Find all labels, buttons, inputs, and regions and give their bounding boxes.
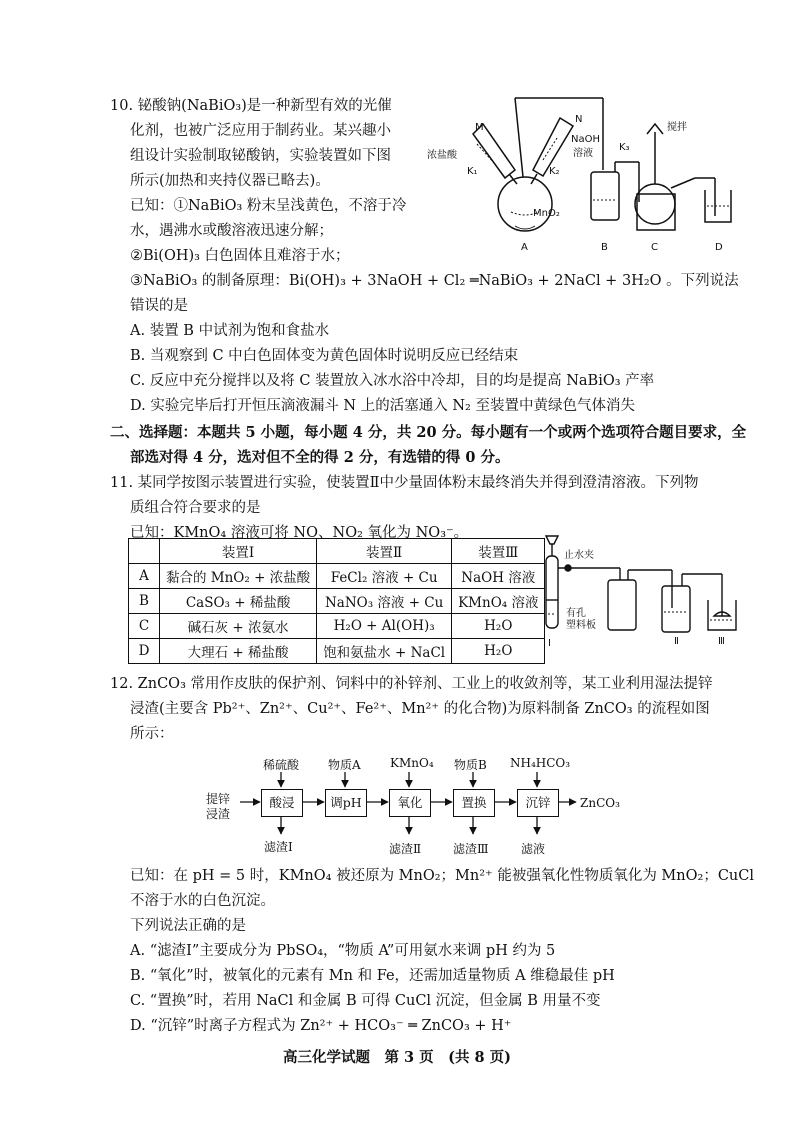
q12-option-c: C. “置换”时，若用 NaCl 和金属 B 可得 CuCl 沉淀，但金属 B 用量不变: [130, 993, 601, 1009]
fig-label-i: Ⅰ: [548, 638, 551, 649]
q10-line7: ②Bi(OH)₃ 白色固体且难溶于水；: [130, 248, 350, 264]
q11-line1: 11. 某同学按图示装置进行实验，使装置Ⅱ中少量固体粉末最终消失并得到澄清溶液。下列物: [110, 475, 699, 491]
table-cell: 饱和氨盐水 + NaCl: [317, 639, 452, 664]
flow-input-1: 稀硫酸: [263, 758, 300, 772]
flow-start-2: 浸渣: [206, 807, 231, 821]
page-footer: 高三化学试题 第 3 页 (共 8 页): [282, 1049, 512, 1066]
q12-question: 下列说法正确的是: [130, 918, 246, 934]
q11-line3: 已知：KMnO₄ 溶液可将 NO、NO₂ 氧化为 NO₃⁻。: [130, 525, 469, 541]
flow-product: ZnCO₃: [580, 796, 620, 810]
q10-line6: 水，遇沸水或酸溶液迅速分解；: [130, 223, 333, 239]
section2-line1: 二、选择题：本题共 5 小题，每小题 4 分，共 20 分。每小题有一个或两个选项符合题目要求，全: [110, 424, 747, 441]
flow-step-acid-leach: 酸浸: [261, 789, 303, 817]
table-cell: B: [129, 589, 160, 614]
q10-line1: 10. 铋酸钠(NaBiO₃)是一种新型有效的光催: [110, 98, 392, 114]
fig-label-a: A: [521, 242, 528, 253]
fig-label-k2: K₂: [549, 166, 560, 177]
table-cell: A: [129, 564, 160, 589]
table-row: [129, 564, 545, 589]
fig-label-d: D: [715, 242, 723, 253]
flow-step-adjust-ph: 调pH: [325, 789, 367, 817]
fig-label-m: M: [475, 122, 484, 133]
fig-label-n: N: [575, 114, 583, 125]
q10-option-a: A. 装置 B 中试剂为饱和食盐水: [130, 323, 330, 339]
fig-label-ii: Ⅱ: [674, 636, 679, 647]
flow-output-4: 滤液: [521, 842, 546, 856]
q12-line1: 12. ZnCO₃ 常用作皮肤的保护剂、饲料中的补锌剂、工业上的收敛剂等，某工业利用湿法提锌: [110, 676, 713, 692]
table-cell: 大理石 + 稀盐酸: [160, 639, 317, 664]
fig-label-iii: Ⅲ: [718, 636, 725, 647]
q10-option-b: B. 当观察到 C 中白色固体变为黄色固体时说明反应已经结束: [130, 348, 519, 364]
fig-label-mno2: MnO₂: [533, 208, 560, 219]
q10-line8: ③NaBiO₃ 的制备原理：Bi(OH)₃ + 3NaOH + Cl₂ ═NaBiO₃ + 2NaCl + 3H₂O 。下列说法: [130, 273, 739, 289]
table-row: [129, 589, 545, 614]
table-cell: NaOH 溶液: [452, 564, 545, 589]
flow-input-2: 物质A: [328, 758, 361, 772]
fig-label-naoh2: 溶液: [573, 148, 593, 159]
fig-label-hcl: 浓盐酸: [427, 150, 457, 161]
q11-options-table: [128, 538, 545, 664]
q10-line9: 错误的是: [130, 298, 188, 314]
table-row: [129, 639, 545, 664]
flow-step-oxidize: 氧化: [389, 789, 431, 817]
table-cell: 碱石灰 + 浓氨水: [160, 614, 317, 639]
q12-line2: 浸渣(主要含 Pb²⁺、Zn²⁺、Cu²⁺、Fe²⁺、Mn²⁺ 的化合物)为原料制备 ZnCO₃ 的流程如图: [130, 701, 710, 717]
flow-start-1: 提锌: [206, 792, 231, 806]
q12-option-a: A. “滤渣Ⅰ”主要成分为 PbSO₄，“物质 A”可用氨水来调 pH 约为 5: [130, 943, 556, 959]
table-cell: H₂O: [452, 639, 545, 664]
q10-option-d: D. 实验完毕后打开恒压滴液漏斗 N 上的活塞通入 N₂ 至装置中黄绿色气体消失: [130, 398, 635, 414]
q10-apparatus-figure: [425, 92, 755, 257]
flow-output-1: 滤渣Ⅰ: [264, 840, 293, 854]
section2-line2: 部选对得 4 分，选对但不全的得 2 分，有选错的得 0 分。: [130, 449, 510, 466]
flow-input-4: 物质B: [454, 758, 487, 772]
q10-option-c: C. 反应中充分搅拌以及将 C 装置放入冰水浴中冷却，目的均是提高 NaBiO₃ 产率: [130, 373, 655, 389]
q10-line2: 化剂，也被广泛应用于制药业。某兴趣小: [130, 123, 391, 139]
table-header-row: [129, 539, 545, 564]
q12-line3: 所示：: [130, 726, 174, 742]
fig-label-naoh1: NaOH: [571, 134, 600, 145]
q12-option-d: D. “沉锌”时离子方程式为 Zn²⁺ + HCO₃⁻ ═ ZnCO₃ + H⁺: [130, 1018, 512, 1034]
table-cell: D: [129, 639, 160, 664]
table-cell: NaNO₃ 溶液 + Cu: [317, 589, 452, 614]
q12-known-1: 已知：在 pH = 5 时，KMnO₄ 被还原为 MnO₂；Mn²⁺ 能被强氧化性物质氧化为 MnO₂；CuCl: [130, 868, 754, 884]
flow-step-precipitate: 沉锌: [517, 789, 559, 817]
table-cell: H₂O + Al(OH)₃: [317, 614, 452, 639]
flow-output-2: 滤渣Ⅱ: [389, 842, 422, 856]
table-cell: CaSO₃ + 稀盐酸: [160, 589, 317, 614]
fig-label-stir: 搅拌: [667, 122, 687, 133]
q11-apparatus-figure: [538, 530, 758, 655]
table-row: [129, 614, 545, 639]
flow-step-replace: 置换: [453, 789, 495, 817]
table-header-cell: [129, 539, 160, 564]
fig-label-clamp: 止水夹: [564, 550, 594, 561]
q12-known-2: 不溶于水的白色沉淀。: [130, 893, 275, 909]
table-header-cell: 装置Ⅰ: [160, 539, 317, 564]
fig-label-b: B: [601, 242, 608, 253]
table-cell: KMnO₄ 溶液: [452, 589, 545, 614]
table-cell: FeCl₂ 溶液 + Cu: [317, 564, 452, 589]
table-header-cell: 装置Ⅲ: [452, 539, 545, 564]
fig-label-board2: 塑料板: [566, 620, 596, 631]
table-cell: 黏合的 MnO₂ + 浓盐酸: [160, 564, 317, 589]
fig-label-c: C: [651, 242, 658, 253]
fig-label-k1: K₁: [467, 166, 478, 177]
table-cell: C: [129, 614, 160, 639]
flow-output-3: 滤渣Ⅲ: [453, 842, 489, 856]
q10-line4: 所示(加热和夹持仪器已略去)。: [130, 173, 330, 189]
table-cell: H₂O: [452, 614, 545, 639]
flow-input-5: NH₄HCO₃: [510, 756, 571, 770]
fig-label-k3: K₃: [619, 142, 630, 153]
q10-line5: 已知：①NaBiO₃ 粉末呈浅黄色，不溶于冷: [130, 198, 407, 214]
flow-input-3: KMnO₄: [390, 756, 434, 770]
q11-line2: 质组合符合要求的是: [130, 500, 261, 516]
q10-line3: 组设计实验制取铋酸钠，实验装置如下图: [130, 148, 391, 164]
q12-option-b: B. “氧化”时，被氧化的元素有 Mn 和 Fe，还需加适量物质 A 维稳最佳 pH: [130, 968, 615, 984]
table-header-cell: 装置Ⅱ: [317, 539, 452, 564]
fig-label-board1: 有孔: [566, 608, 586, 619]
